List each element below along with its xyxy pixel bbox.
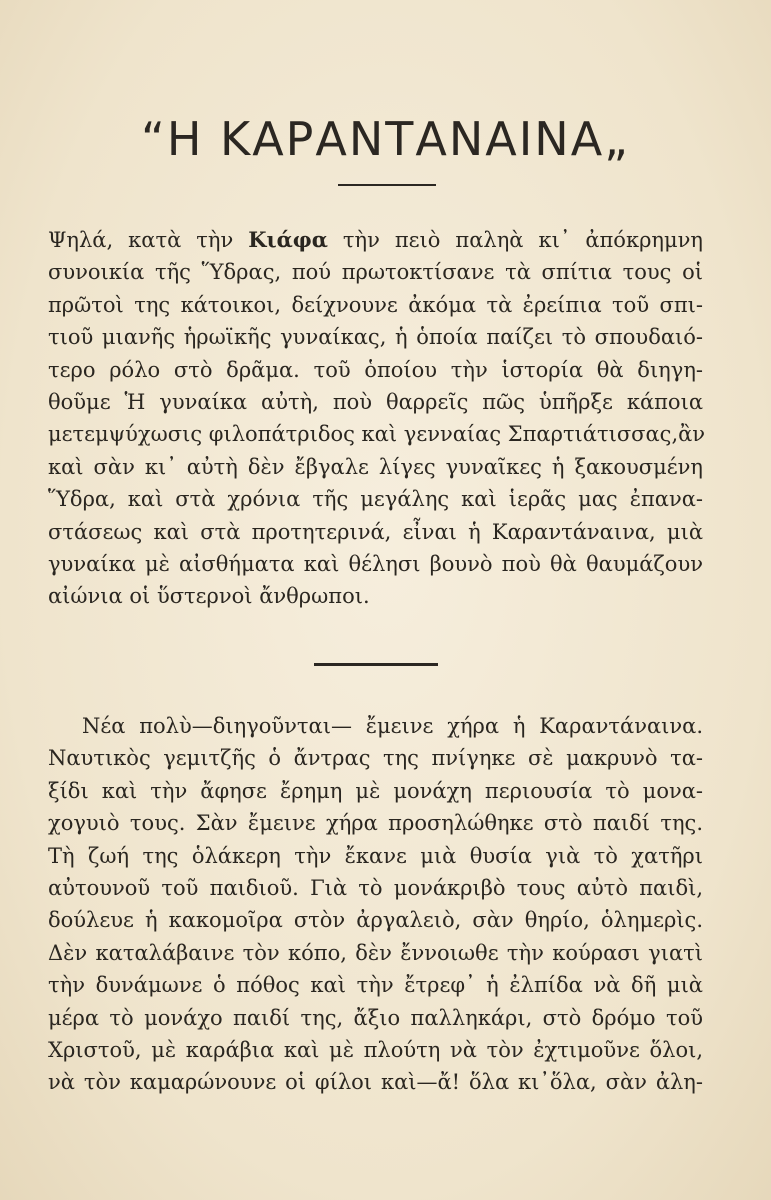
- paragraph-2-line: Δὲν καταλάβαινε τὸν κόπο, δὲν ἔννοιωθε τὴν κούρασι γιατὶ: [48, 940, 703, 965]
- paragraph-1-line: Ὕδρα, καὶ στὰ χρόνια τῆς μεγάλης καὶ ἱερᾶς μας ἐπανα-: [48, 487, 703, 512]
- paragraph-2-line: χογυιὸ τους. Σὰν ἔμεινε χήρα προσηλώθηκε στὸ παιδί της.: [48, 811, 703, 836]
- paragraph-1-line: αἰώνια οἱ ὕστερνοὶ ἄνθρωποι.: [48, 584, 370, 609]
- paragraph-1-line: γυναίκα μὲ αἰσθήματα καὶ θέλησι βουνὸ ποὺ θὰ θαυμάζουν: [48, 551, 703, 576]
- paragraph-1-line: μετεμψύχωσις φιλοπάτριδος καὶ γενναίας Σπαρτιάτισσας,ἂν: [48, 422, 706, 447]
- paragraph-1: [48, 224, 706, 613]
- paragraph-1-line: θοῦμε Ἡ γυναίκα αὐτὴ, ποὺ θαρρεῖς πῶς ὑπῆρξε κάποια: [48, 389, 703, 414]
- paragraph-1-line: στάσεως καὶ στὰ προτητερινά, εἶναι ἡ Καραντάναινα, μιὰ: [48, 519, 703, 544]
- paragraph-2-line: δούλευε ἡ κακομοῖρα στὸν ἀργαλειὸ, σὰν θηρίο, ὁλημερὶς.: [48, 908, 703, 933]
- section-divider: [314, 663, 438, 666]
- paragraph-1-line: τερο ρόλο στὸ δρᾶμα. τοῦ ὁποίου τὴν ἱστορία θὰ διηγη-: [48, 357, 703, 382]
- paragraph-1-line: τιοῦ μιανῆς ἡρωϊκῆς γυναίκας, ἡ ὁποία παίζει τὸ σπουδαιό-: [48, 325, 703, 350]
- paragraph-2-line: ξίδι καὶ τὴν ἄφησε ἔρημη μὲ μονάχη περιουσία τὸ μονα-: [48, 778, 703, 803]
- paragraph-2-line: τὴν δυνάμωνε ὁ πόθος καὶ τὴν ἔτρεφ᾿ ἡ ἐλπίδα νὰ δῆ μιὰ: [48, 973, 703, 998]
- paragraph-2-line: μέρα τὸ μονάχο παιδί της, ἄξιο παλληκάρι, στὸ δρόμο τοῦ: [48, 1005, 703, 1030]
- paragraph-2-line: Τὴ ζωή της ὁλάκερη τὴν ἔκανε μιὰ θυσία γιὰ τὸ χατῆρι: [48, 843, 703, 868]
- paragraph-1-line: καὶ σὰν κι᾿ αὐτὴ δὲν ἔβγαλε λίγες γυναῖκες ἡ ξακουσμένη: [48, 454, 703, 479]
- paragraph-1-line: πρῶτοὶ της κάτοικοι, δείχνουνε ἀκόμα τὰ ἐρείπια τοῦ σπι-: [48, 292, 703, 317]
- page-title: “Η ΚΑΡΑΝΤΑΝΑΙΝΑ„: [140, 112, 630, 166]
- paragraph-1-line: συνοικία τῆς Ὕδρας, πού πρωτοκτίσανε τὰ σπίτια τους οἱ: [48, 260, 703, 285]
- paragraph-2: [48, 710, 703, 1099]
- title-divider: [338, 184, 436, 186]
- paragraph-2-line: Ναυτικὸς γεμιτζῆς ὁ ἄντρας της πνίγηκε σὲ μακρυνὸ τα-: [48, 746, 703, 771]
- paragraph-1-line-1: Ψηλά, κατὰ τὴν Κιάφα τὴν πειὸ παληὰ κι᾿ ἀπόκρημνη: [48, 227, 703, 252]
- paragraph-2-line: Χριστοῦ, μὲ καράβια καὶ μὲ πλούτη νὰ τὸν ἐχτιμοῦνε ὅλοι,: [48, 1037, 703, 1062]
- paragraph-2-line: νὰ τὸν καμαρώνουνε οἱ φίλοι καὶ—ἄ! ὅλα κι᾿ὅλα, σὰν ἀλη-: [48, 1070, 703, 1095]
- paragraph-2-line: Νέα πολὺ—διηγοῦνται— ἔμεινε χήρα ἡ Καραντάναινα.: [82, 714, 703, 738]
- bold-place-name: Κιάφα: [248, 227, 328, 252]
- paragraph-2-line: αὐτουνοῦ τοῦ παιδιοῦ. Γιὰ τὸ μονάκριβὸ τους αὐτὸ παιδὶ,: [48, 875, 703, 900]
